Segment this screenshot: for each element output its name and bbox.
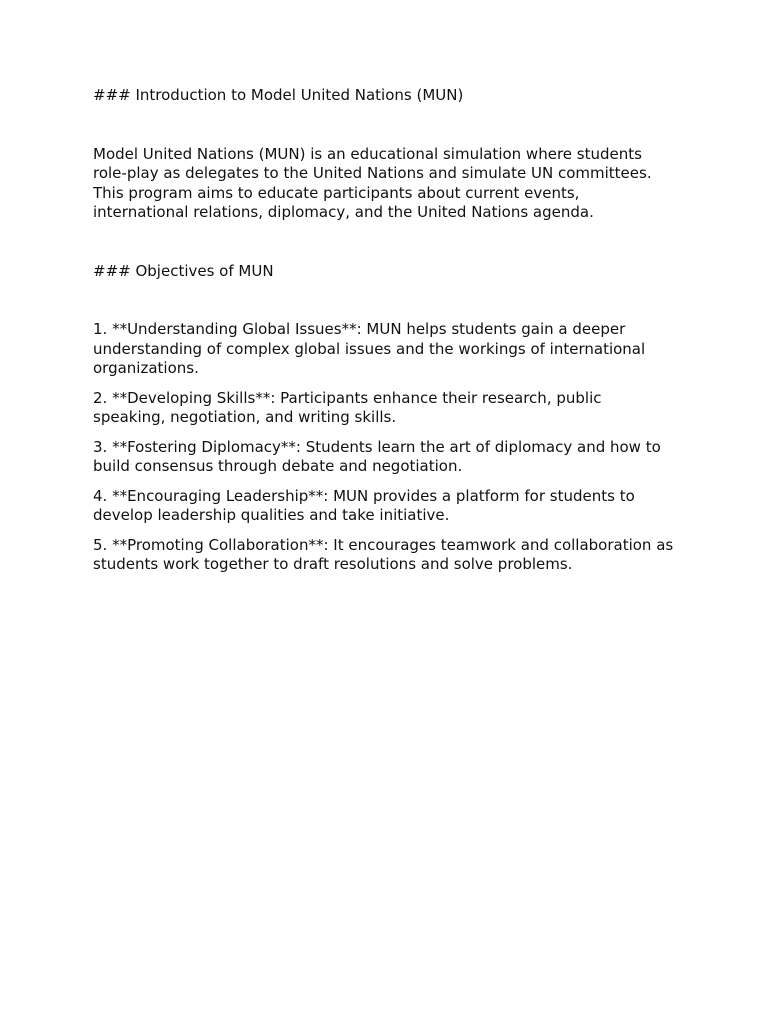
objective-item-3: 3. **Fostering Diplomacy**: Students learn the art of diplomacy and how to build consensus through debate and negotiation. [93,437,661,475]
objective-item-2: 2. **Developing Skills**: Participants enhance their research, public speaking, negotiation, and writing skills. [93,388,602,426]
intro-paragraph: Model United Nations (MUN) is an educational simulation where students role-play as delegates to the United Nations and simulate UN committees. This program aims to educate participants about current events, international relations, diplomacy, and the United Nations agenda. [93,144,652,221]
objective-item-1: 1. **Understanding Global Issues**: MUN helps students gain a deeper understanding of complex global issues and the workings of international organizations. [93,320,646,377]
heading-introduction: ### Introduction to Model United Nations (MUN) [93,86,464,104]
objective-item-5: 5. **Promoting Collaboration**: It encourages teamwork and collaboration as students work together to draft resolutions and solve problems. [93,535,674,573]
document-page [93,86,678,585]
heading-objectives: ### Objectives of MUN [93,261,274,280]
objective-item-4: 4. **Encouraging Leadership**: MUN provides a platform for students to develop leadership qualities and take initiative. [93,486,635,524]
